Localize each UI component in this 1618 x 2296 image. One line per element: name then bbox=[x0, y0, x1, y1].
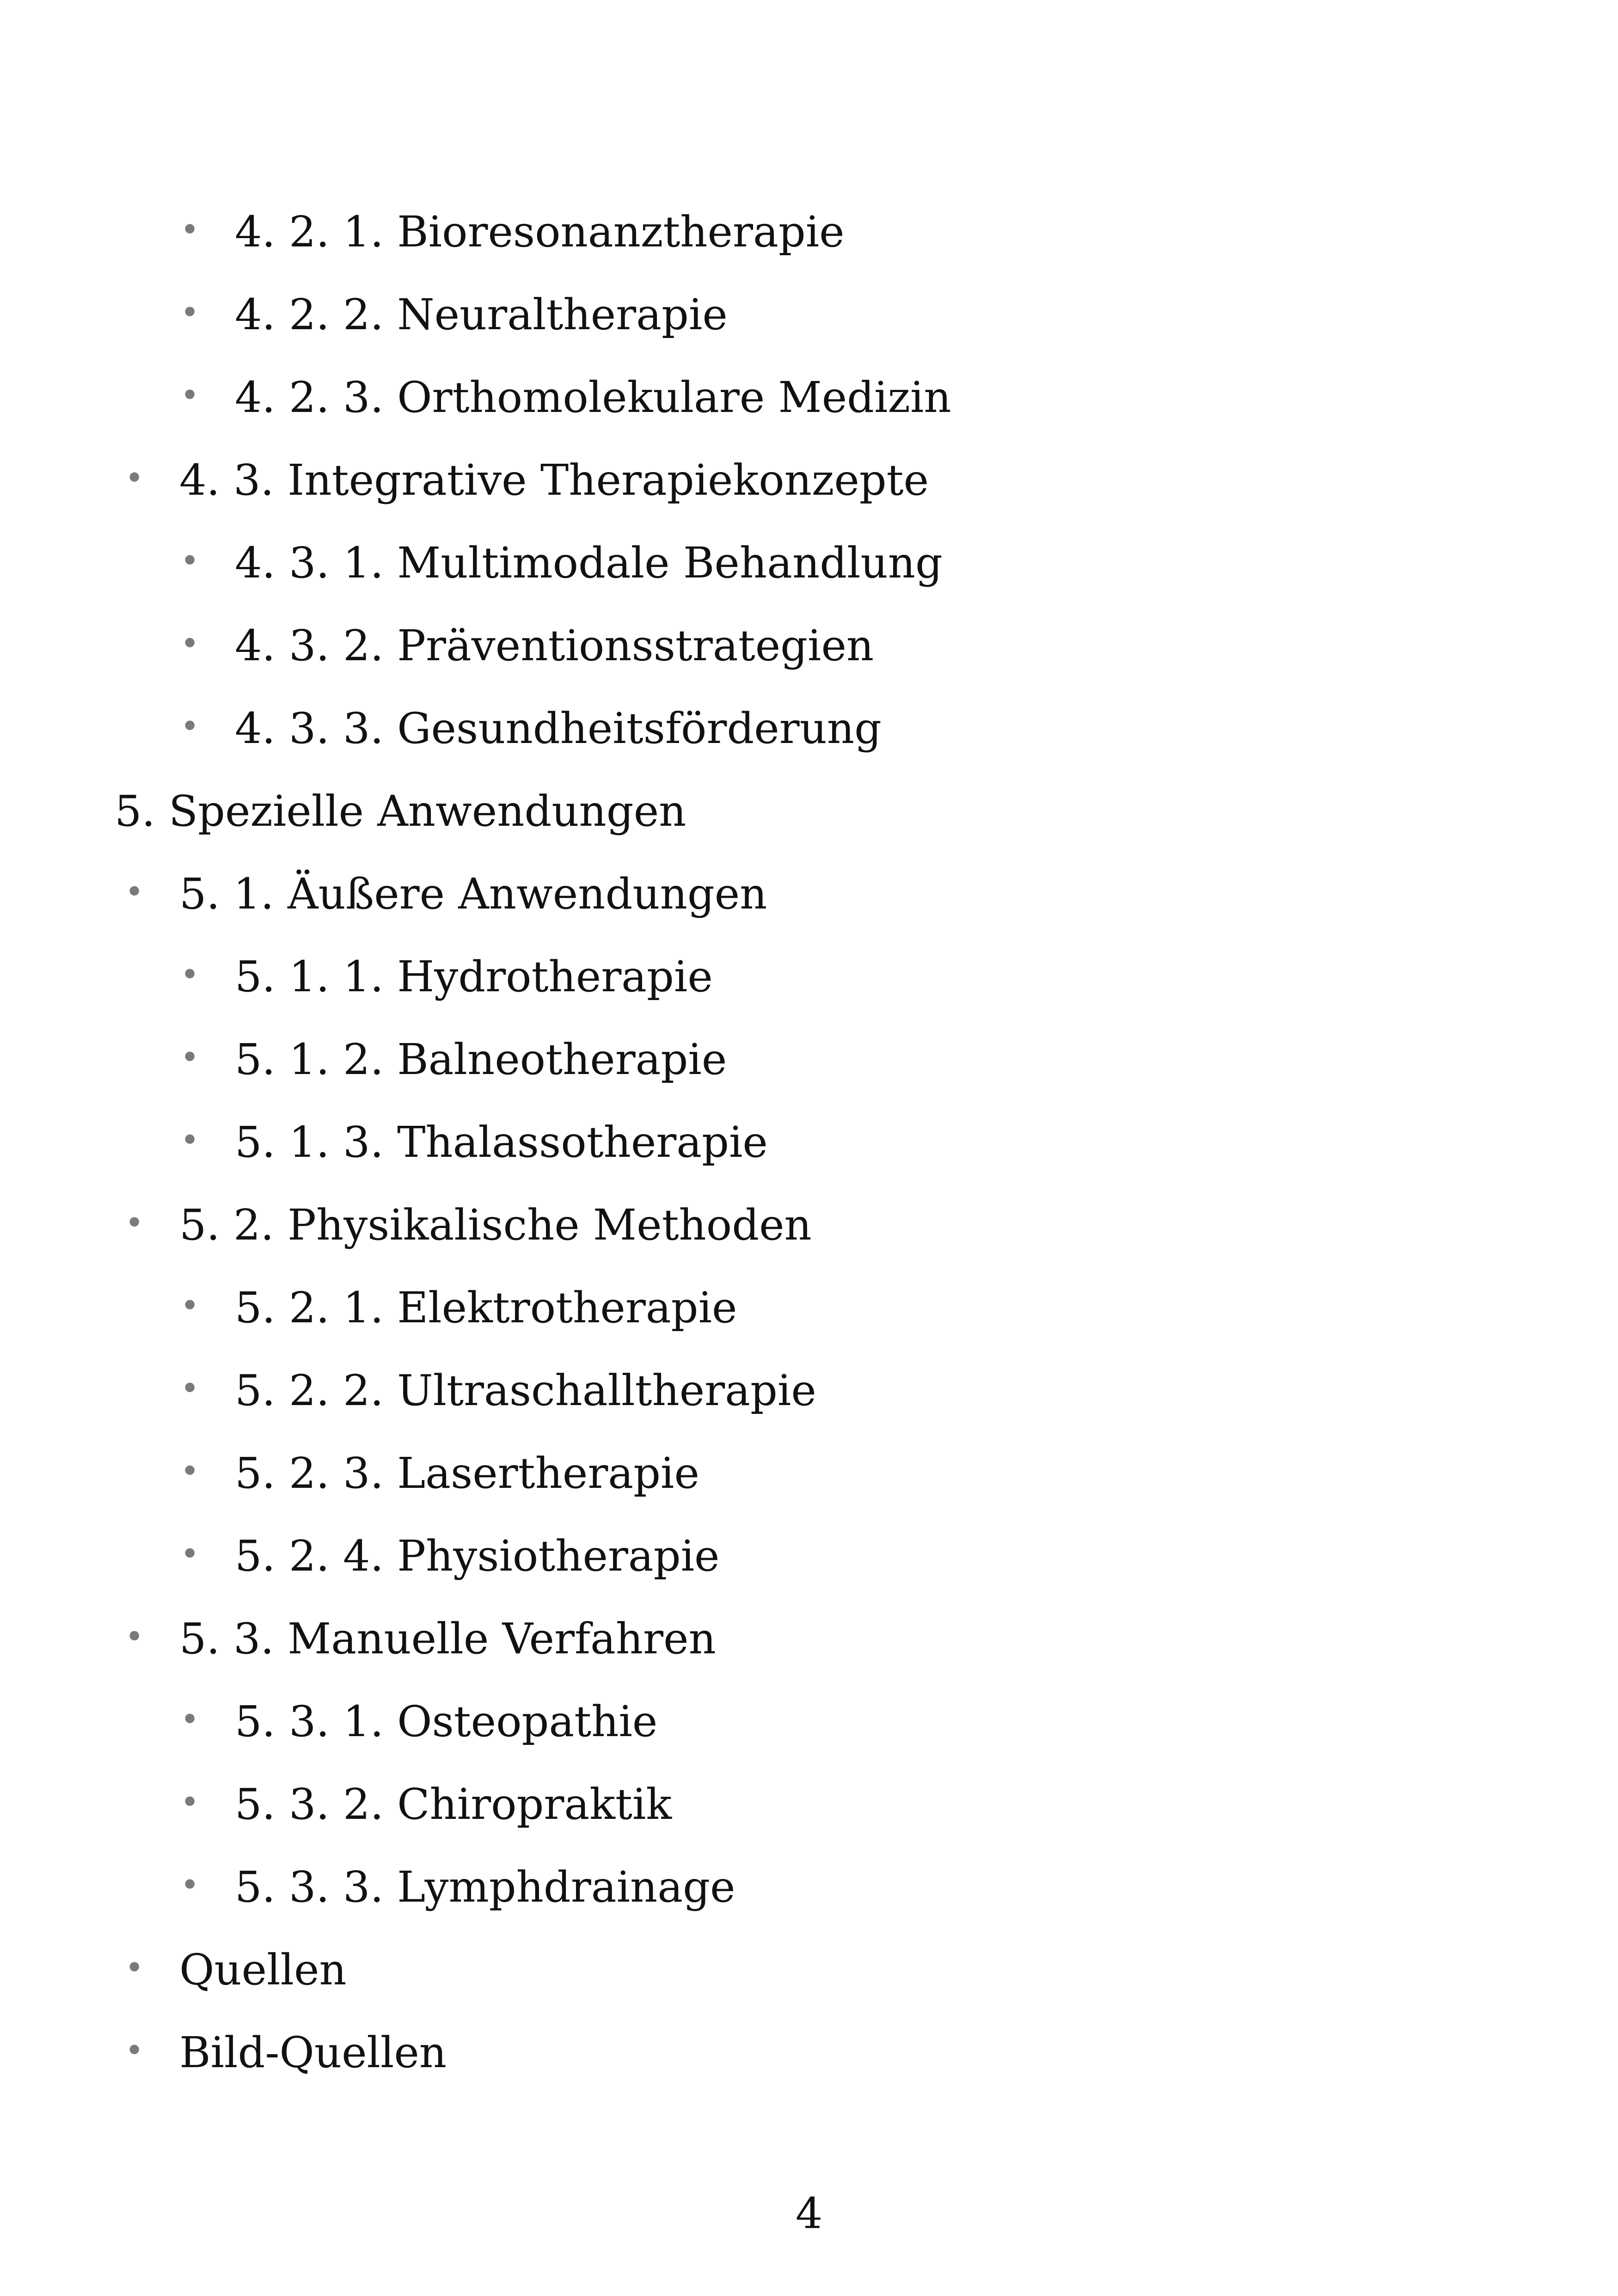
bullet-icon: • bbox=[125, 2032, 144, 2069]
bullet-icon: • bbox=[180, 1038, 200, 1076]
bullet-icon: • bbox=[180, 1535, 200, 1573]
toc-entry-5-1-3 bbox=[180, 1117, 768, 1167]
bullet-icon: • bbox=[180, 1121, 200, 1159]
bullet-icon: • bbox=[180, 1866, 200, 1904]
toc-entry-5-3-2 bbox=[180, 1780, 672, 1829]
toc-entry-text: 4. 3. Integrative Therapiekonzepte bbox=[179, 455, 929, 505]
toc-entry-text: Bild-Quellen bbox=[179, 2028, 447, 2077]
bullet-icon: • bbox=[180, 956, 200, 994]
toc-entry-text: Quellen bbox=[179, 1945, 347, 1995]
toc-entry-text: 5. 2. 4. Physiotherapie bbox=[235, 1531, 720, 1581]
toc-entry-4-2-3 bbox=[180, 373, 951, 422]
bullet-icon: • bbox=[125, 1204, 144, 1242]
bullet-icon: • bbox=[125, 1618, 144, 1656]
toc-entry-text: 5. 1. 1. Hydrotherapie bbox=[235, 952, 713, 1001]
toc-entry-5-1-1 bbox=[180, 952, 713, 1001]
toc-entry-text: 5. 3. 3. Lymphdrainage bbox=[235, 1862, 735, 1912]
toc-entry-text: 5. 2. Physikalische Methoden bbox=[179, 1200, 812, 1250]
toc-entry-5-3 bbox=[125, 1614, 716, 1664]
toc-entry-text: 5. 3. 2. Chiropraktik bbox=[235, 1780, 672, 1829]
toc-entry-text: 5. 3. Manuelle Verfahren bbox=[179, 1614, 716, 1664]
bullet-icon: • bbox=[180, 1369, 200, 1407]
toc-entry-5-2-2 bbox=[180, 1366, 816, 1415]
toc-entry-text: 5. 1. 2. Balneotherapie bbox=[235, 1035, 727, 1084]
toc-entry-text: 5. 2. 1. Elektrotherapie bbox=[235, 1283, 737, 1332]
toc-entry-text: 5. 1. Äußere Anwendungen bbox=[179, 869, 767, 919]
toc-entry-5-2-1 bbox=[180, 1283, 737, 1332]
toc-entry-5-3-3 bbox=[180, 1862, 735, 1912]
toc-entry-text: 5. 1. 3. Thalassotherapie bbox=[235, 1117, 768, 1167]
bullet-icon: • bbox=[180, 376, 200, 414]
toc-entry-5-1-2 bbox=[180, 1035, 727, 1084]
bullet-icon: • bbox=[180, 625, 200, 663]
bullet-icon: • bbox=[180, 1287, 200, 1325]
toc-entry-4-2-1 bbox=[180, 207, 845, 257]
toc-entry-4-2-2 bbox=[180, 290, 728, 339]
toc-entry-5-3-1 bbox=[180, 1697, 658, 1746]
toc-entry-text: 5. 2. 3. Lasertherapie bbox=[235, 1449, 699, 1498]
toc-entry-text: 4. 3. 1. Multimodale Behandlung bbox=[235, 538, 943, 588]
bullet-icon: • bbox=[125, 1949, 144, 1987]
toc-entry-4-3-2 bbox=[180, 621, 874, 670]
toc-entry-quellen bbox=[125, 1945, 347, 1995]
toc-chapter-5 bbox=[115, 786, 686, 836]
toc-entry-5-2-4 bbox=[180, 1531, 720, 1581]
toc-entry-5-2-3 bbox=[180, 1449, 699, 1498]
toc-entry-text: 5. 3. 1. Osteopathie bbox=[235, 1697, 658, 1746]
bullet-icon: • bbox=[180, 707, 200, 745]
bullet-icon: • bbox=[180, 542, 200, 580]
bullet-icon: • bbox=[180, 294, 200, 332]
page-number: 4 bbox=[795, 2189, 823, 2238]
toc-entry-4-3-1 bbox=[180, 538, 943, 588]
toc-entry-5-1 bbox=[125, 869, 767, 919]
bullet-icon: • bbox=[180, 1701, 200, 1738]
toc-entry-bild-quellen bbox=[125, 2028, 447, 2077]
bullet-icon: • bbox=[180, 1452, 200, 1490]
toc-entry-4-3 bbox=[125, 455, 929, 505]
bullet-icon: • bbox=[180, 211, 200, 249]
bullet-icon: • bbox=[180, 1783, 200, 1821]
toc-entry-text: 5. 2. 2. Ultraschalltherapie bbox=[235, 1366, 816, 1415]
toc-entry-text: 4. 3. 2. Präventionsstrategien bbox=[235, 621, 874, 670]
toc-entry-4-3-3 bbox=[180, 704, 882, 753]
toc-entry-text: 4. 2. 3. Orthomolekulare Medizin bbox=[235, 373, 951, 422]
bullet-icon: • bbox=[125, 459, 144, 497]
toc-entry-5-2 bbox=[125, 1200, 812, 1250]
toc-entry-text: 5. Spezielle Anwendungen bbox=[115, 786, 686, 836]
toc-entry-text: 4. 2. 2. Neuraltherapie bbox=[235, 290, 728, 339]
toc-entry-text: 4. 3. 3. Gesundheitsförderung bbox=[235, 704, 882, 753]
bullet-icon: • bbox=[125, 873, 144, 911]
toc-entry-text: 4. 2. 1. Bioresonanztherapie bbox=[235, 207, 845, 257]
